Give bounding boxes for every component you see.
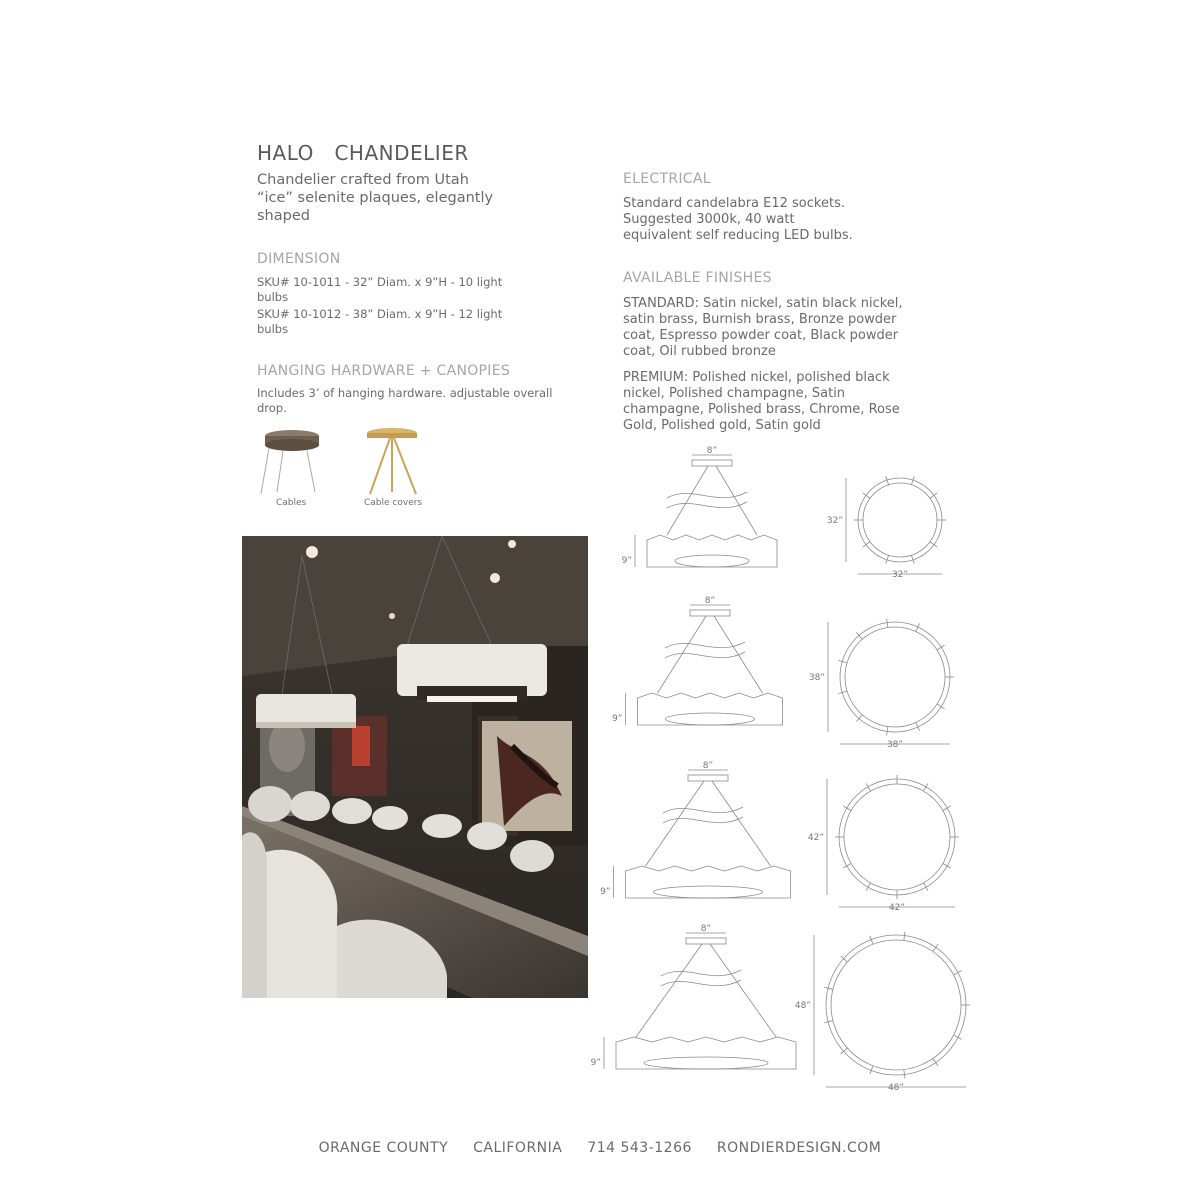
diameter-h-label: 48” — [887, 1083, 905, 1093]
height-dim-label: 9” — [621, 556, 632, 566]
canopy-dim-label: 8” — [702, 761, 714, 771]
sku-line-2: SKU# 10-1012 - 38” Diam. x 9”H - 12 light bulbs — [257, 307, 503, 336]
footer-website[interactable]: RONDIERDESIGN.COM — [716, 1140, 882, 1156]
chandelier-inner-ring — [666, 713, 755, 725]
diameter-h-label: 32” — [891, 570, 909, 580]
product-description: Chandelier crafted from Utah “ice” selenite plaques, elegantly shaped — [257, 172, 494, 224]
plaque-mark — [863, 542, 870, 547]
chandelier-side-view — [616, 1037, 796, 1069]
plaque-mark — [933, 944, 938, 951]
chandelier-top-view-inner — [863, 483, 937, 557]
height-dim-label: 9” — [600, 887, 611, 897]
plaque-mark — [887, 619, 888, 628]
dimension-heading: DIMENSION — [257, 251, 341, 267]
chandelier-inner-ring — [654, 886, 763, 898]
canopy-shape — [688, 775, 728, 781]
break-mark — [667, 502, 747, 508]
chandelier-top-view — [839, 779, 955, 895]
finishes-heading: AVAILABLE FINISHES — [623, 270, 772, 286]
footer-location: ORANGE COUNTY — [318, 1140, 449, 1156]
cable-line — [636, 944, 702, 1037]
diameter-v-label: 48” — [794, 1001, 811, 1011]
plaque-mark — [930, 493, 937, 498]
cable-covers-image — [362, 426, 422, 496]
plaque-mark — [887, 726, 888, 735]
chandelier-top-view — [858, 478, 942, 562]
break-mark — [665, 652, 745, 658]
plaque-mark — [904, 932, 905, 941]
chandelier-side-view — [647, 535, 777, 567]
sku-line-1: SKU# 10-1011 - 32” Diam. x 9”H - 10 light bulbs — [257, 275, 503, 304]
chandelier-top-view-inner — [845, 627, 945, 727]
chandelier-side-view — [626, 866, 791, 898]
dining-room-photo — [242, 536, 588, 998]
electrical-description: Standard candelabra E12 sockets. Suggested 3000k, 40 watt equivalent self reducing LED bulbs. — [623, 196, 853, 243]
cable-line — [716, 466, 757, 535]
canopy-shape — [686, 938, 726, 944]
cable-line — [710, 944, 776, 1037]
height-dim-label: 9” — [612, 714, 623, 724]
plaque-mark — [930, 542, 937, 547]
chandelier-top-view — [840, 622, 950, 732]
cable-line — [667, 466, 708, 535]
plaque-mark — [937, 704, 945, 709]
footer-phone: 714 543-1266 — [587, 1140, 692, 1156]
canopy-shape — [692, 460, 732, 466]
product-title: HALO CHANDELIER — [257, 141, 469, 165]
chandelier-inner-ring — [644, 1057, 768, 1069]
chandelier-inner-ring — [675, 555, 749, 567]
finishes-standard: STANDARD: Satin nickel, satin black nickel, satin brass, Burnish brass, Bronze powder coat, Espresso powder coat, Black powder coat, Oil rubbed bronze — [623, 296, 903, 359]
canopy-dim-label: 8” — [704, 596, 716, 606]
canopy-dim-label: 8” — [700, 924, 712, 934]
electrical-heading: ELECTRICAL — [623, 171, 711, 187]
break-mark — [667, 492, 747, 498]
diameter-h-label: 38” — [886, 740, 904, 750]
canopy-dim-label: 8” — [706, 446, 718, 456]
canopy-shape — [690, 610, 730, 616]
hardware-description: Includes 3’ of hanging hardware. adjustable overall drop. — [257, 386, 553, 415]
cable-covers-caption: Cable covers — [364, 498, 423, 508]
footer-state: CALIFORNIA — [473, 1140, 563, 1156]
plaque-mark — [933, 1058, 938, 1065]
hardware-heading: HANGING HARDWARE + CANOPIES — [257, 363, 511, 379]
height-dim-label: 9” — [590, 1058, 601, 1068]
diameter-v-label: 32” — [826, 516, 843, 526]
cable-line — [714, 616, 763, 693]
chandelier-side-view — [638, 693, 783, 725]
plaque-mark — [904, 1070, 905, 1079]
cable-line — [658, 616, 707, 693]
cable-line — [712, 781, 771, 866]
diameter-v-label: 42” — [807, 833, 824, 843]
dimension-drawings — [590, 445, 990, 1105]
cables-image — [255, 426, 330, 496]
break-mark — [663, 817, 743, 823]
plaque-mark — [937, 645, 945, 650]
chandelier-top-view-inner — [831, 940, 961, 1070]
chandelier-top-view — [826, 935, 966, 1075]
footer — [0, 1140, 1200, 1156]
chandelier-top-view-inner — [844, 784, 950, 890]
break-mark — [665, 642, 745, 648]
diameter-v-label: 38” — [808, 673, 825, 683]
cables-caption: Cables — [276, 498, 307, 508]
cable-line — [646, 781, 705, 866]
plaque-mark — [863, 493, 870, 498]
diameter-h-label: 42” — [888, 903, 906, 913]
finishes-premium: PREMIUM: Polished nickel, polished black nickel, Polished champagne, Satin champagne, Polished brass, Chrome, Rose Gold, Polished gold, Satin gold — [623, 370, 900, 433]
break-mark — [663, 807, 743, 813]
